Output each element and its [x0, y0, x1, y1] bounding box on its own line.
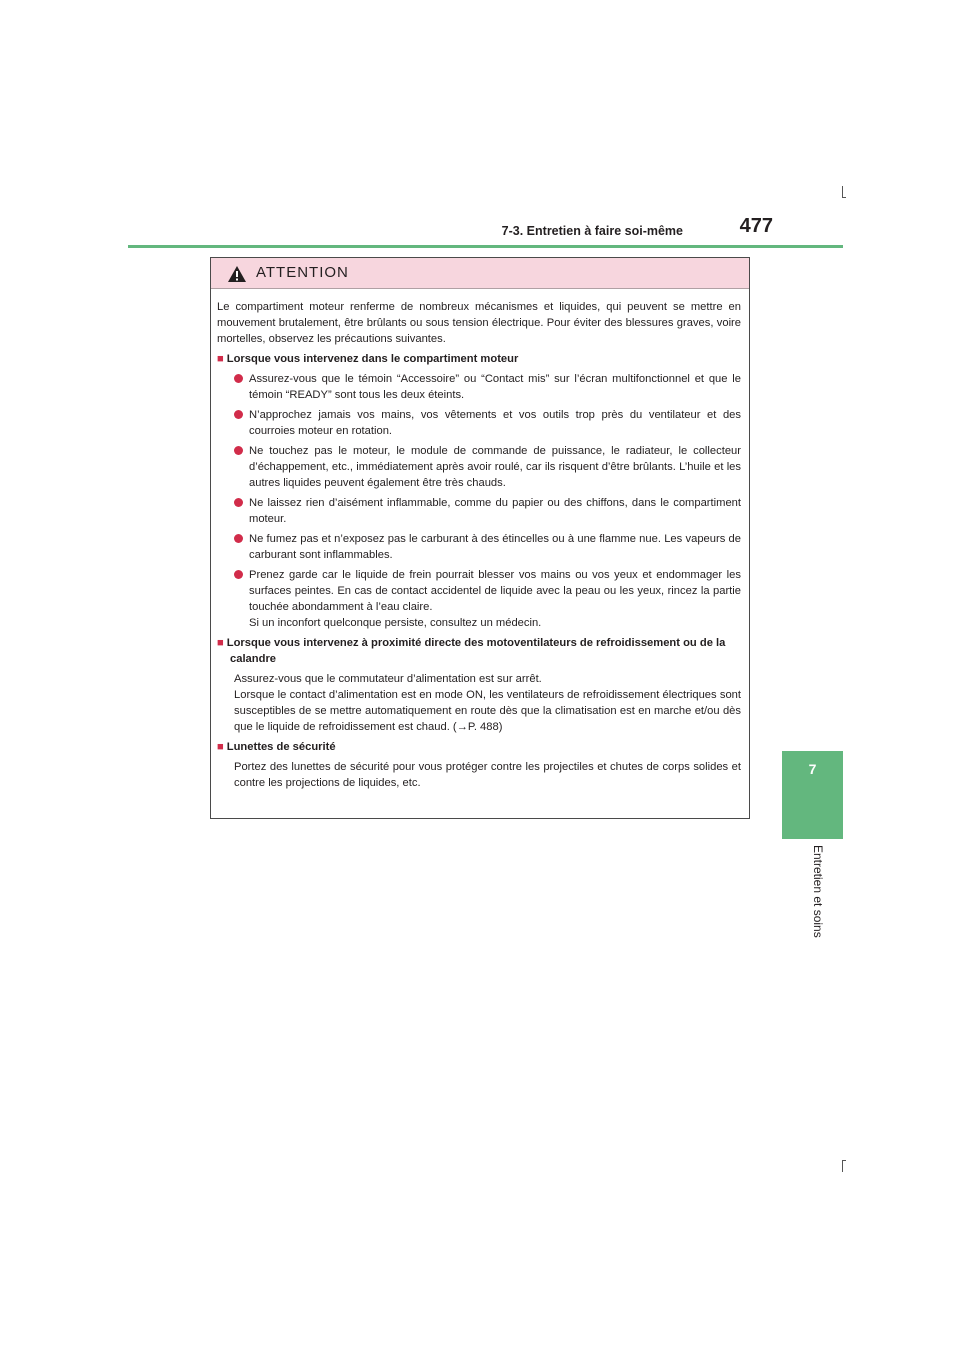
- warning-title: ATTENTION: [256, 264, 349, 281]
- crop-mark-bottom: [842, 1160, 843, 1172]
- square-bullet-icon: ■: [217, 741, 224, 753]
- crop-mark-top-foot: [842, 197, 846, 198]
- warning-intro: Le compartiment moteur renferme de nombreux mécanismes et liquides, qui peuvent se mettre en mouvement brutalement, être brûlants ou sous tension électrique. Pour éviter des blessures graves, voire mortelles, observez les précautions suivantes.: [217, 301, 741, 345]
- list-item-extra: Si un inconfort quelconque persiste, consultez un médecin.: [249, 617, 542, 629]
- crop-mark-bottom-foot: [842, 1160, 846, 1161]
- header-rule: [128, 245, 843, 248]
- bullet-dot-icon: [234, 410, 243, 419]
- section-heading: ■ Lorsque vous intervenez à proximité directe des motoventilateurs de refroidissement ou de la calandre: [217, 637, 726, 665]
- section-title: 7-3. Entretien à faire soi-même: [501, 224, 683, 238]
- list-item: Ne fumez pas et n’exposez pas le carburant à des étincelles ou à une flamme nue. Les vapeurs de carburant sont inflammables.: [217, 531, 741, 563]
- warning-body: [211, 289, 749, 791]
- list-item: Prenez garde car le liquide de frein pourrait blesser vos mains ou vos yeux et endommager les surfaces peintes. En cas de contact accidentel de liquide avec la peau ou les yeux, rincez la partie touchée abondamment à l’eau claire.: [217, 567, 741, 615]
- warning-header: [211, 258, 749, 289]
- list-item: Ne touchez pas le moteur, le module de commande de puissance, le radiateur, le collecteur d’échappement, etc., immédiatement après avoir roulé, car ils risquent d’être brûlants. L’huile et les autres liquides peuvent également être très chauds.: [217, 443, 741, 491]
- list-item: Assurez-vous que le témoin “Accessoire” ou “Contact mis” sur l’écran multifonctionnel et que le témoin “READY” sont tous les deux éteints.: [217, 371, 741, 403]
- page-header: [128, 215, 843, 246]
- chapter-tab: [782, 751, 843, 839]
- bullet-dot-icon: [234, 498, 243, 507]
- list-item: N’approchez jamais vos mains, vos vêtements et vos outils trop près du ventilateur et des courroies moteur en rotation.: [217, 407, 741, 439]
- warning-box: [210, 257, 750, 819]
- warning-triangle-icon: [227, 265, 247, 283]
- section-heading: ■ Lorsque vous intervenez dans le compartiment moteur: [217, 353, 519, 365]
- chapter-number: 7: [808, 761, 817, 777]
- square-bullet-icon: ■: [217, 637, 224, 649]
- section-text: Lorsque le contact d’alimentation est en mode ON, les ventilateurs de refroidissement électriques sont susceptibles de se mettre automatiquement en route dès que la climatisation est en marche et/ou dès que le liquide de refroidissement est chaud. (→P. 488): [234, 689, 741, 733]
- section-text: Assurez-vous que le commutateur d’alimentation est sur arrêt.: [234, 673, 542, 685]
- bullet-dot-icon: [234, 534, 243, 543]
- section-text: Portez des lunettes de sécurité pour vous protéger contre les projectiles et chutes de corps solides et contre les projections de liquides, etc.: [234, 761, 741, 789]
- list-item: Ne laissez rien d’aisément inflammable, comme du papier ou des chiffons, dans le compartiment moteur.: [217, 495, 741, 527]
- bullet-dot-icon: [234, 570, 243, 579]
- square-bullet-icon: ■: [217, 353, 224, 365]
- page-number: 477: [739, 215, 773, 237]
- bullet-dot-icon: [234, 374, 243, 383]
- bullet-dot-icon: [234, 446, 243, 455]
- section-heading: ■ Lunettes de sécurité: [217, 741, 336, 753]
- chapter-label: Entretien et soins: [811, 845, 825, 938]
